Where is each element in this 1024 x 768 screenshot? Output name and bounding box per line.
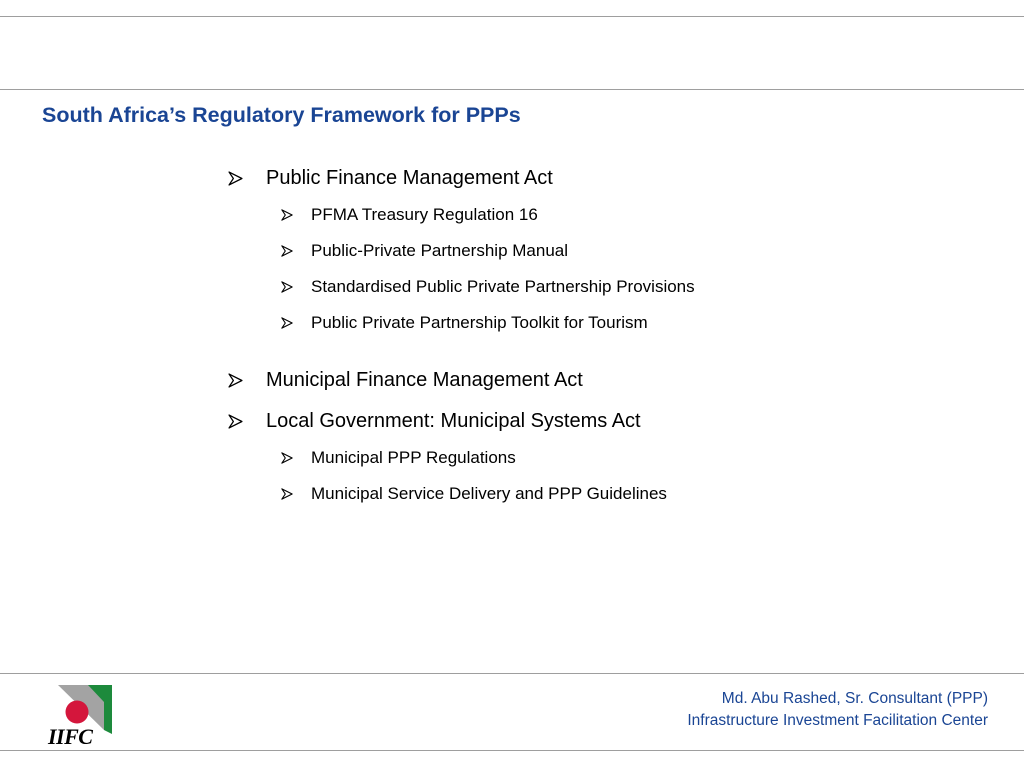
arrow-bullet-icon bbox=[281, 281, 293, 293]
bullet-text: Municipal PPP Regulations bbox=[311, 448, 516, 467]
bullet-text: Local Government: Municipal Systems Act bbox=[266, 409, 641, 432]
bottom-divider bbox=[0, 750, 1024, 751]
arrow-bullet-icon bbox=[281, 317, 293, 329]
footer-author: Md. Abu Rashed, Sr. Consultant (PPP) bbox=[721, 690, 988, 707]
footer-divider bbox=[0, 673, 1024, 674]
footer-credit bbox=[687, 688, 988, 732]
bullet-item-level2 bbox=[281, 483, 667, 505]
bullet-list bbox=[228, 0, 988, 560]
bullet-item-level1 bbox=[228, 409, 641, 433]
arrow-bullet-icon bbox=[281, 452, 293, 464]
bullet-text: Public Private Partnership Toolkit for Tourism bbox=[311, 313, 648, 332]
bullet-item-level2 bbox=[281, 204, 538, 226]
bullet-text: Municipal Service Delivery and PPP Guidelines bbox=[311, 484, 667, 503]
bullet-item-level1 bbox=[228, 166, 553, 190]
arrow-bullet-icon bbox=[228, 171, 243, 186]
bullet-text: Public-Private Partnership Manual bbox=[311, 241, 569, 260]
bullet-item-level1 bbox=[228, 368, 583, 392]
logo-text: IIFC bbox=[48, 724, 93, 749]
bullet-item-level2 bbox=[281, 447, 516, 469]
arrow-bullet-icon bbox=[228, 373, 243, 388]
bullet-item-level2 bbox=[281, 276, 695, 298]
iifc-logo bbox=[44, 684, 114, 750]
bullet-text: Standardised Public Private Partnership Provisions bbox=[311, 277, 695, 296]
arrow-bullet-icon bbox=[281, 245, 293, 257]
logo-red-circle bbox=[66, 701, 89, 724]
bullet-text: PFMA Treasury Regulation 16 bbox=[311, 205, 538, 224]
arrow-bullet-icon bbox=[281, 209, 293, 221]
bullet-item-level2 bbox=[281, 240, 568, 262]
arrow-bullet-icon bbox=[228, 414, 243, 429]
footer-organization: Infrastructure Investment Facilitation Center bbox=[687, 712, 988, 729]
logo-green-shape bbox=[104, 685, 112, 734]
bullet-text: Public Finance Management Act bbox=[266, 166, 553, 189]
bullet-item-level2 bbox=[281, 312, 648, 334]
arrow-bullet-icon bbox=[281, 488, 293, 500]
slide-title: South Africa’s Regulatory Framework for PPPs bbox=[42, 103, 521, 127]
bullet-text: Municipal Finance Management Act bbox=[266, 368, 583, 391]
